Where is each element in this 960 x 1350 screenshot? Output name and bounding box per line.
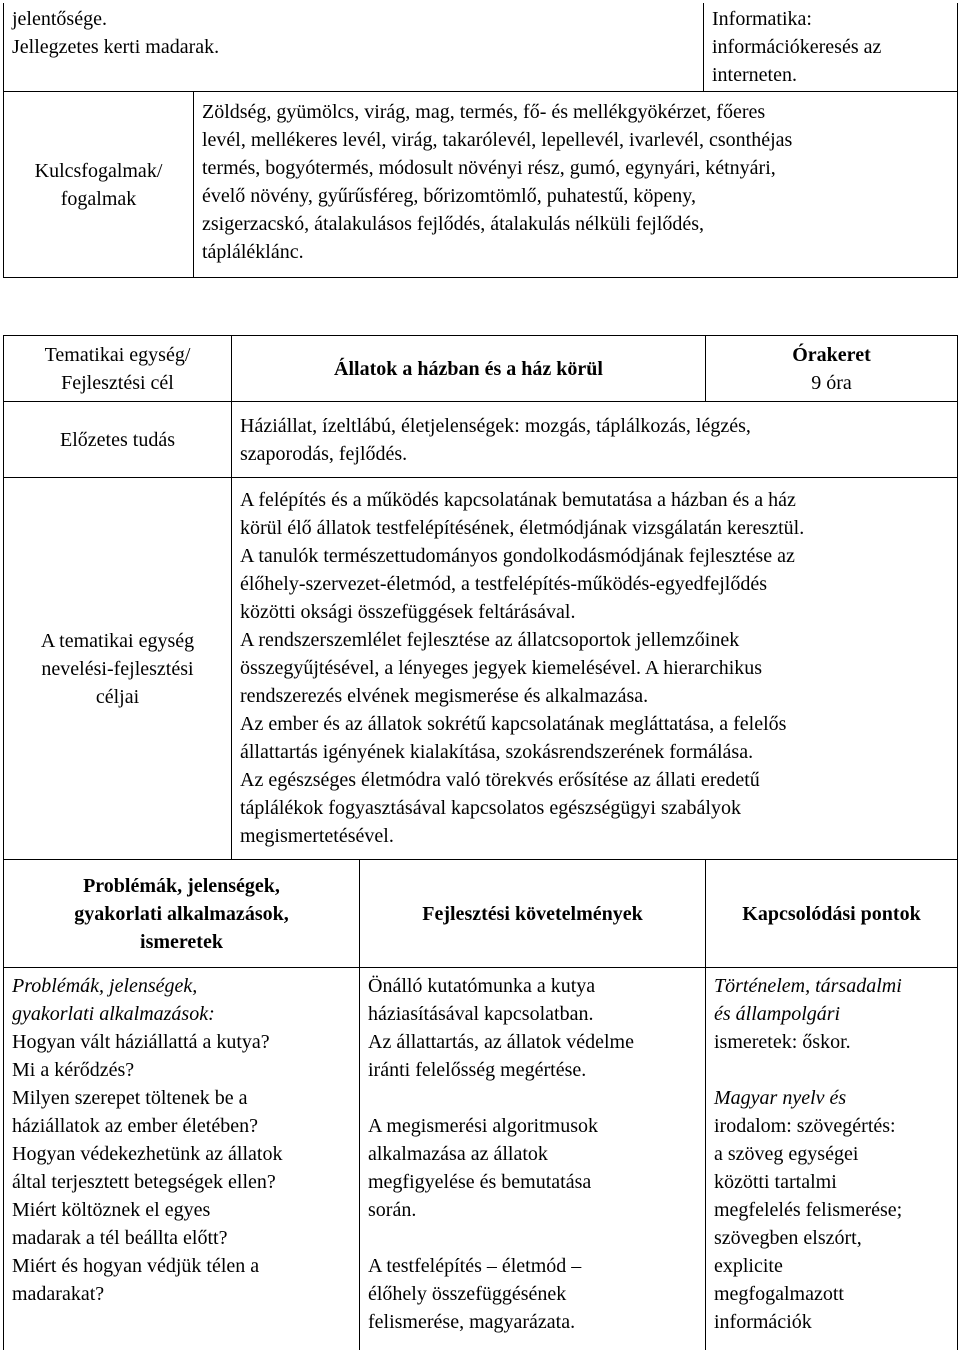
spacer — [714, 1056, 949, 1084]
question-line: háziállatok az ember életében? — [12, 1115, 258, 1137]
concepts-line: évelő növény, gyűrűsféreg, bőrizomtömlő, puhatestű, köpeny, — [202, 185, 696, 207]
label-line: A tematikai egység — [40, 629, 195, 652]
connection-topic-line: irodalom: szövegértés: — [714, 1115, 896, 1137]
label-line: nevelési-fejlesztési — [41, 657, 194, 680]
column-header-problems — [4, 860, 360, 968]
goals-label — [4, 478, 232, 860]
hours-value: 9 óra — [811, 371, 852, 394]
connection-subject-line: és állampolgári — [714, 1003, 841, 1025]
requirement-line: felismerése, magyarázata. — [368, 1311, 576, 1333]
goals-text — [232, 478, 958, 860]
problems-intro-line: gyakorlati alkalmazások: — [12, 1003, 215, 1025]
requirement-line: A testfelépítés – életmód – — [368, 1255, 582, 1277]
connection-text-line: Informatika: — [712, 8, 812, 30]
concepts-line: Zöldség, gyümölcs, virág, mag, termés, fő- és mellékgyökérzet, főeres — [202, 101, 766, 123]
label-line: Tematikai egység/ — [44, 343, 191, 366]
hours-label: Órakeret — [792, 343, 871, 366]
goals-line: összegyűjtésével, a lényeges jegyek kiemelésével. A hierarchikus — [240, 657, 763, 679]
continued-text-line: Jellegzetes kerti madarak. — [12, 36, 220, 58]
question-line: által terjesztett betegségek ellen? — [12, 1171, 276, 1193]
question-line: Milyen szerepet töltenek be a — [12, 1087, 248, 1109]
connection-text-line: interneten. — [712, 64, 797, 86]
problems-cell — [4, 968, 360, 1350]
question-line: Miért és hogyan védjük télen a — [12, 1255, 260, 1277]
concepts-line: termés, bogyótermés, módosult növényi rész, gumó, egynyári, kétnyári, — [202, 157, 776, 179]
concepts-line: levél, mellékeres levél, virág, takarólevél, lepellevél, ivarlevél, csonthéjas — [202, 129, 793, 151]
question-line: madarakat? — [12, 1283, 105, 1305]
goals-line: A rendszerszemlélet fejlesztése az állatcsoportok jellemzőinek — [240, 629, 740, 651]
requirement-line: iránti felelősség megértése. — [368, 1059, 587, 1081]
goals-line: megismertetésével. — [240, 825, 394, 847]
spacer — [368, 1084, 697, 1112]
continued-connection-cell — [704, 3, 958, 92]
label-line: céljai — [95, 685, 140, 708]
concepts-line: zsigerzacskó, átalakulásos fejlődés, átalakulás nélküli fejlődés, — [202, 213, 705, 235]
header-line: ismeretek — [140, 930, 223, 953]
connection-subject-line: Történelem, társadalmi — [714, 975, 902, 997]
question-line: Mi a kérődzés? — [12, 1059, 135, 1081]
goals-line: élőhely-szervezet-életmód, a testfelépítés-működés-egyedfejlődés — [240, 573, 767, 595]
goals-line: körül élő állatok testfelépítésének, életmódjának vizsgálatán keresztül. — [240, 517, 805, 539]
prior-knowledge-text — [232, 402, 958, 478]
label-line: fogalmak — [60, 187, 137, 210]
connection-topic-line: a szöveg egységei — [714, 1143, 859, 1165]
header-line: Problémák, jelenségek, — [83, 874, 280, 897]
goals-line: rendszerezés elvének megismerése és alkalmazása. — [240, 685, 649, 707]
column-header-connections: Kapcsolódási pontok — [706, 860, 958, 968]
requirement-line: Az állattartás, az állatok védelme — [368, 1031, 634, 1053]
continued-text-line: jelentősége. — [12, 8, 107, 30]
unit-table — [3, 335, 958, 1350]
question-line: Miért költöznek el egyes — [12, 1199, 211, 1221]
prior-line: Háziállat, ízeltlábú, életjelenségek: mozgás, táplálkozás, légzés, — [240, 415, 751, 437]
key-concepts-label — [4, 92, 194, 278]
goals-line: Az egészséges életmódra való törekvés erősítése az állati eredetű — [240, 769, 760, 791]
goals-line: állattartás igényének kialakítása, szokásrendszerének formálása. — [240, 741, 754, 763]
concepts-line: tápláléklánc. — [202, 241, 304, 263]
requirement-line: élőhely összefüggésének — [368, 1283, 567, 1305]
connection-text-line: információkeresés az — [712, 36, 882, 58]
connection-topic-line: megfelelés felismerése; — [714, 1199, 903, 1221]
requirements-cell — [360, 968, 706, 1350]
goals-line: Az ember és az állatok sokrétű kapcsolatának megláttatása, a felelős — [240, 713, 787, 735]
question-line: Hogyan vált háziállattá a kutya? — [12, 1031, 270, 1053]
label-line: Kulcsfogalmak/ — [34, 159, 163, 182]
spacer — [368, 1224, 697, 1252]
goals-line: A felépítés és a működés kapcsolatának bemutatása a házban és a ház — [240, 489, 796, 511]
question-line: madarak a tél beállta előtt? — [12, 1227, 228, 1249]
requirement-line: Önálló kutatómunka a kutya — [368, 975, 596, 997]
connections-cell — [706, 968, 958, 1350]
requirement-line: alkalmazása az állatok — [368, 1143, 548, 1165]
question-line: Hogyan védekezhetünk az állatok — [12, 1143, 283, 1165]
connection-subject-line: Magyar nyelv és — [714, 1087, 847, 1109]
continued-content-cell — [4, 3, 704, 92]
key-concepts-text — [194, 92, 958, 278]
label-line: Fejlesztési cél — [61, 371, 174, 394]
requirement-line: megfigyelése és bemutatása — [368, 1171, 592, 1193]
connection-topic-line: információk — [714, 1311, 812, 1333]
unit-title: Állatok a házban és a ház körül — [232, 336, 706, 402]
goals-line: táplálékok fogyasztásával kapcsolatos egészségügyi szabályok — [240, 797, 741, 819]
connection-topic-line: megfogalmazott — [714, 1283, 844, 1305]
header-line: gyakorlati alkalmazások, — [74, 902, 289, 925]
unit-label-cell — [4, 336, 232, 402]
column-header-requirements: Fejlesztési követelmények — [360, 860, 706, 968]
connection-topic-line: explicite — [714, 1255, 783, 1277]
goals-line: közötti oksági összefüggések feltárásával. — [240, 601, 576, 623]
connection-topic-line: közötti tartalmi — [714, 1171, 837, 1193]
prior-line: szaporodás, fejlődés. — [240, 443, 408, 465]
connection-topic-line: szövegben elszórt, — [714, 1227, 862, 1249]
requirement-line: A megismerési algoritmusok — [368, 1115, 598, 1137]
prior-knowledge-label: Előzetes tudás — [4, 402, 232, 478]
requirement-line: során. — [368, 1199, 417, 1221]
requirement-line: háziasításával kapcsolatban. — [368, 1003, 594, 1025]
key-concepts-table — [3, 3, 958, 278]
goals-line: A tanulók természettudományos gondolkodásmódjának fejlesztése az — [240, 545, 795, 567]
problems-intro-line: Problémák, jelenségek, — [12, 975, 198, 997]
hours-cell — [706, 336, 958, 402]
connection-topic-line: ismeretek: őskor. — [714, 1031, 851, 1053]
